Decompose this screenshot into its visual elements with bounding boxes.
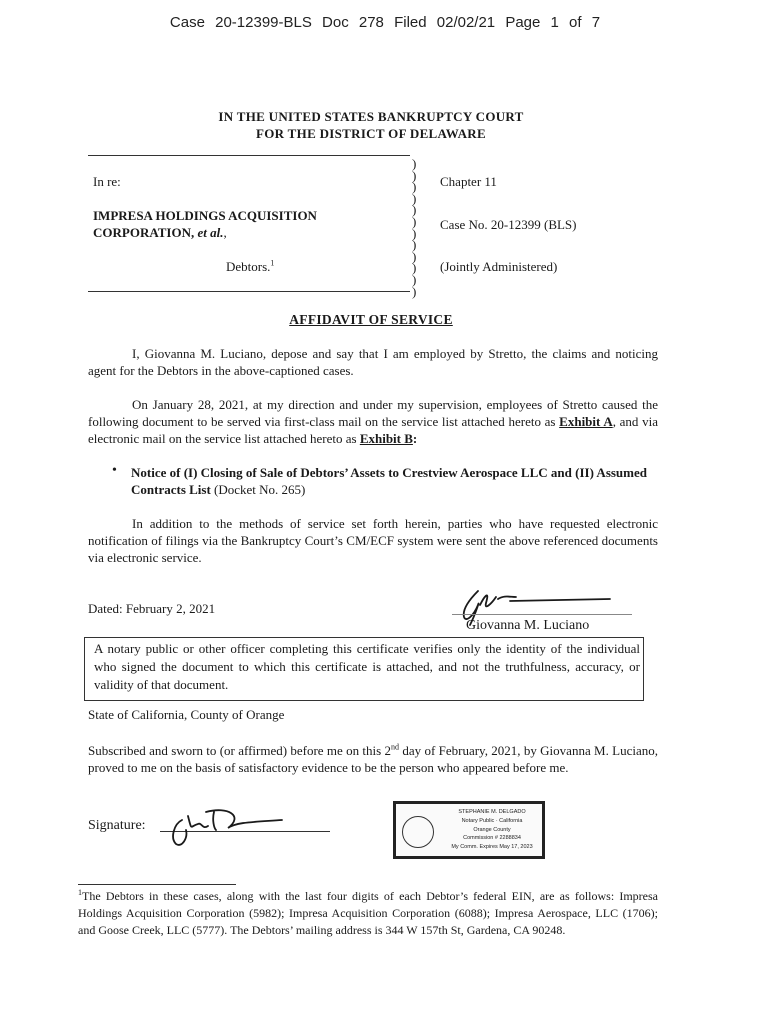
case-no: Case No. 20-12399 (BLS) (440, 217, 577, 232)
served-document-title: Notice of (I) Closing of Sale of Debtors’ Assets to Crestview Aerospace LLC and (II) Assumed Contracts List (131, 465, 647, 497)
paren: ) (412, 190, 417, 206)
footnote-rule (78, 884, 236, 885)
paren: ) (412, 271, 417, 287)
service-text-2: , and via electronic mail on the service list attached hereto as (88, 414, 658, 446)
notary-notice: A notary public or other officer completing this certificate verifies only the identity of the individual who signed the document to which this certificate is attached, and not the truthfulness, accuracy, or validity of that document. (94, 641, 640, 692)
document-title: AFFIDAVIT OF SERVICE (289, 312, 453, 327)
footnote-text: The Debtors in these cases, along with the last four digits of each Debtor’s federal EIN, are as follows: Impresa Holdings Acquisition Corporation (5982); Impresa Acquisition Corporation (6088); Impresa Aerospace, LLC (1706); and Goose Creek, LLC (5777). The Debtors’ mailing address is 344 W 157th St, Gardena, CA 90248. (78, 889, 658, 937)
seal-text (440, 808, 544, 852)
seal-notary-name: STEPHANIE M. DELGADO (458, 809, 526, 815)
debtor-corporation: CORPORATION, (93, 225, 195, 240)
paragraph-employment: I, Giovanna M. Luciano, depose and say that I am employed by Stretto, the claims and noticing agent for the Debtors in the above-captioned cases. (88, 346, 658, 378)
seal-emblem-icon (402, 816, 434, 848)
caption-parens (412, 158, 416, 297)
paragraph-service (88, 396, 658, 447)
footnote (78, 888, 658, 939)
page-indicator: Page 1 of 7 (505, 14, 601, 31)
signature-label: Signature: (88, 818, 146, 833)
jurat-ordinal: nd (391, 742, 400, 752)
jointly-administered: (Jointly Administered) (440, 259, 558, 274)
jurat-text-1: Subscribed and sworn to (or affirmed) before me on this 2 (88, 743, 392, 758)
paren: ) (412, 213, 417, 229)
paren: ) (412, 225, 417, 241)
served-document (131, 464, 659, 498)
seal-commission: Commission # 2288834 (463, 835, 521, 842)
notary-seal (393, 801, 545, 859)
docket-number: (Docket No. 265) (210, 482, 306, 497)
filed-date: Filed 02/02/21 (394, 14, 496, 31)
debtors-text: Debtors. (226, 259, 271, 274)
debtor-name-line1: IMPRESA HOLDINGS ACQUISITION (93, 208, 317, 223)
venue: State of California, County of Orange (88, 707, 285, 722)
paren: ) (412, 202, 417, 218)
court-district: FOR THE DISTRICT OF DELAWARE (256, 126, 486, 141)
debtor-name-line2 (93, 225, 227, 241)
doc-number: Doc 278 (322, 14, 384, 31)
service-text-1: On January 28, 2021, at my direction and under my supervision, employees of Stretto caused the following document to be served via first-class mail on the service list attached hereto as (88, 397, 658, 429)
paren: ) (412, 260, 417, 276)
exhibit-b: Exhibit B (359, 431, 413, 446)
dated-line: Dated: February 2, 2021 (88, 601, 216, 616)
paren: ) (412, 167, 417, 183)
et-al: et al. (197, 225, 224, 240)
paren: ) (412, 237, 417, 253)
footnote-ref: 1 (270, 258, 275, 268)
service-text-3: : (412, 431, 418, 446)
affiant-name: Giovanna M. Luciano (466, 618, 590, 633)
exhibit-a: Exhibit A (559, 414, 613, 429)
affiant-signature-rule (452, 614, 632, 615)
seal-county: Orange County (473, 826, 511, 833)
debtors-label (226, 259, 274, 275)
in-re-label: In re: (93, 174, 121, 189)
paren: ) (412, 156, 417, 171)
seal-expiration: My Comm. Expires May 17, 2023 (451, 844, 533, 851)
paren: ) (412, 179, 417, 195)
debtor-comma: , (223, 225, 227, 240)
seal-title: Notary Public · California (461, 817, 523, 824)
caption-top-rule (88, 155, 410, 156)
jurat-text-2: day of February, 2021, by Giovanna M. Luciano, proved to me on the basis of satisfactory evidence to be the person who appeared before me. (88, 743, 659, 775)
footnote-mark: 1 (78, 888, 82, 897)
bullet-symbol: • (112, 463, 117, 478)
jurat (88, 742, 658, 776)
chapter: Chapter 11 (440, 174, 497, 189)
filing-header (0, 14, 770, 31)
paren: ) (412, 248, 417, 264)
paren: ) (412, 283, 417, 299)
paragraph-electronic: In addition to the methods of service set forth herein, parties who have requested electronic notification of filings via the Bankruptcy Court’s CM/ECF system were sent the above referenced documents via electronic service. (88, 516, 658, 565)
court-name: IN THE UNITED STATES BANKRUPTCY COURT (218, 109, 524, 124)
case-number: Case 20-12399-BLS (169, 14, 312, 31)
notary-signature (158, 802, 288, 852)
caption-bottom-rule (88, 291, 410, 292)
